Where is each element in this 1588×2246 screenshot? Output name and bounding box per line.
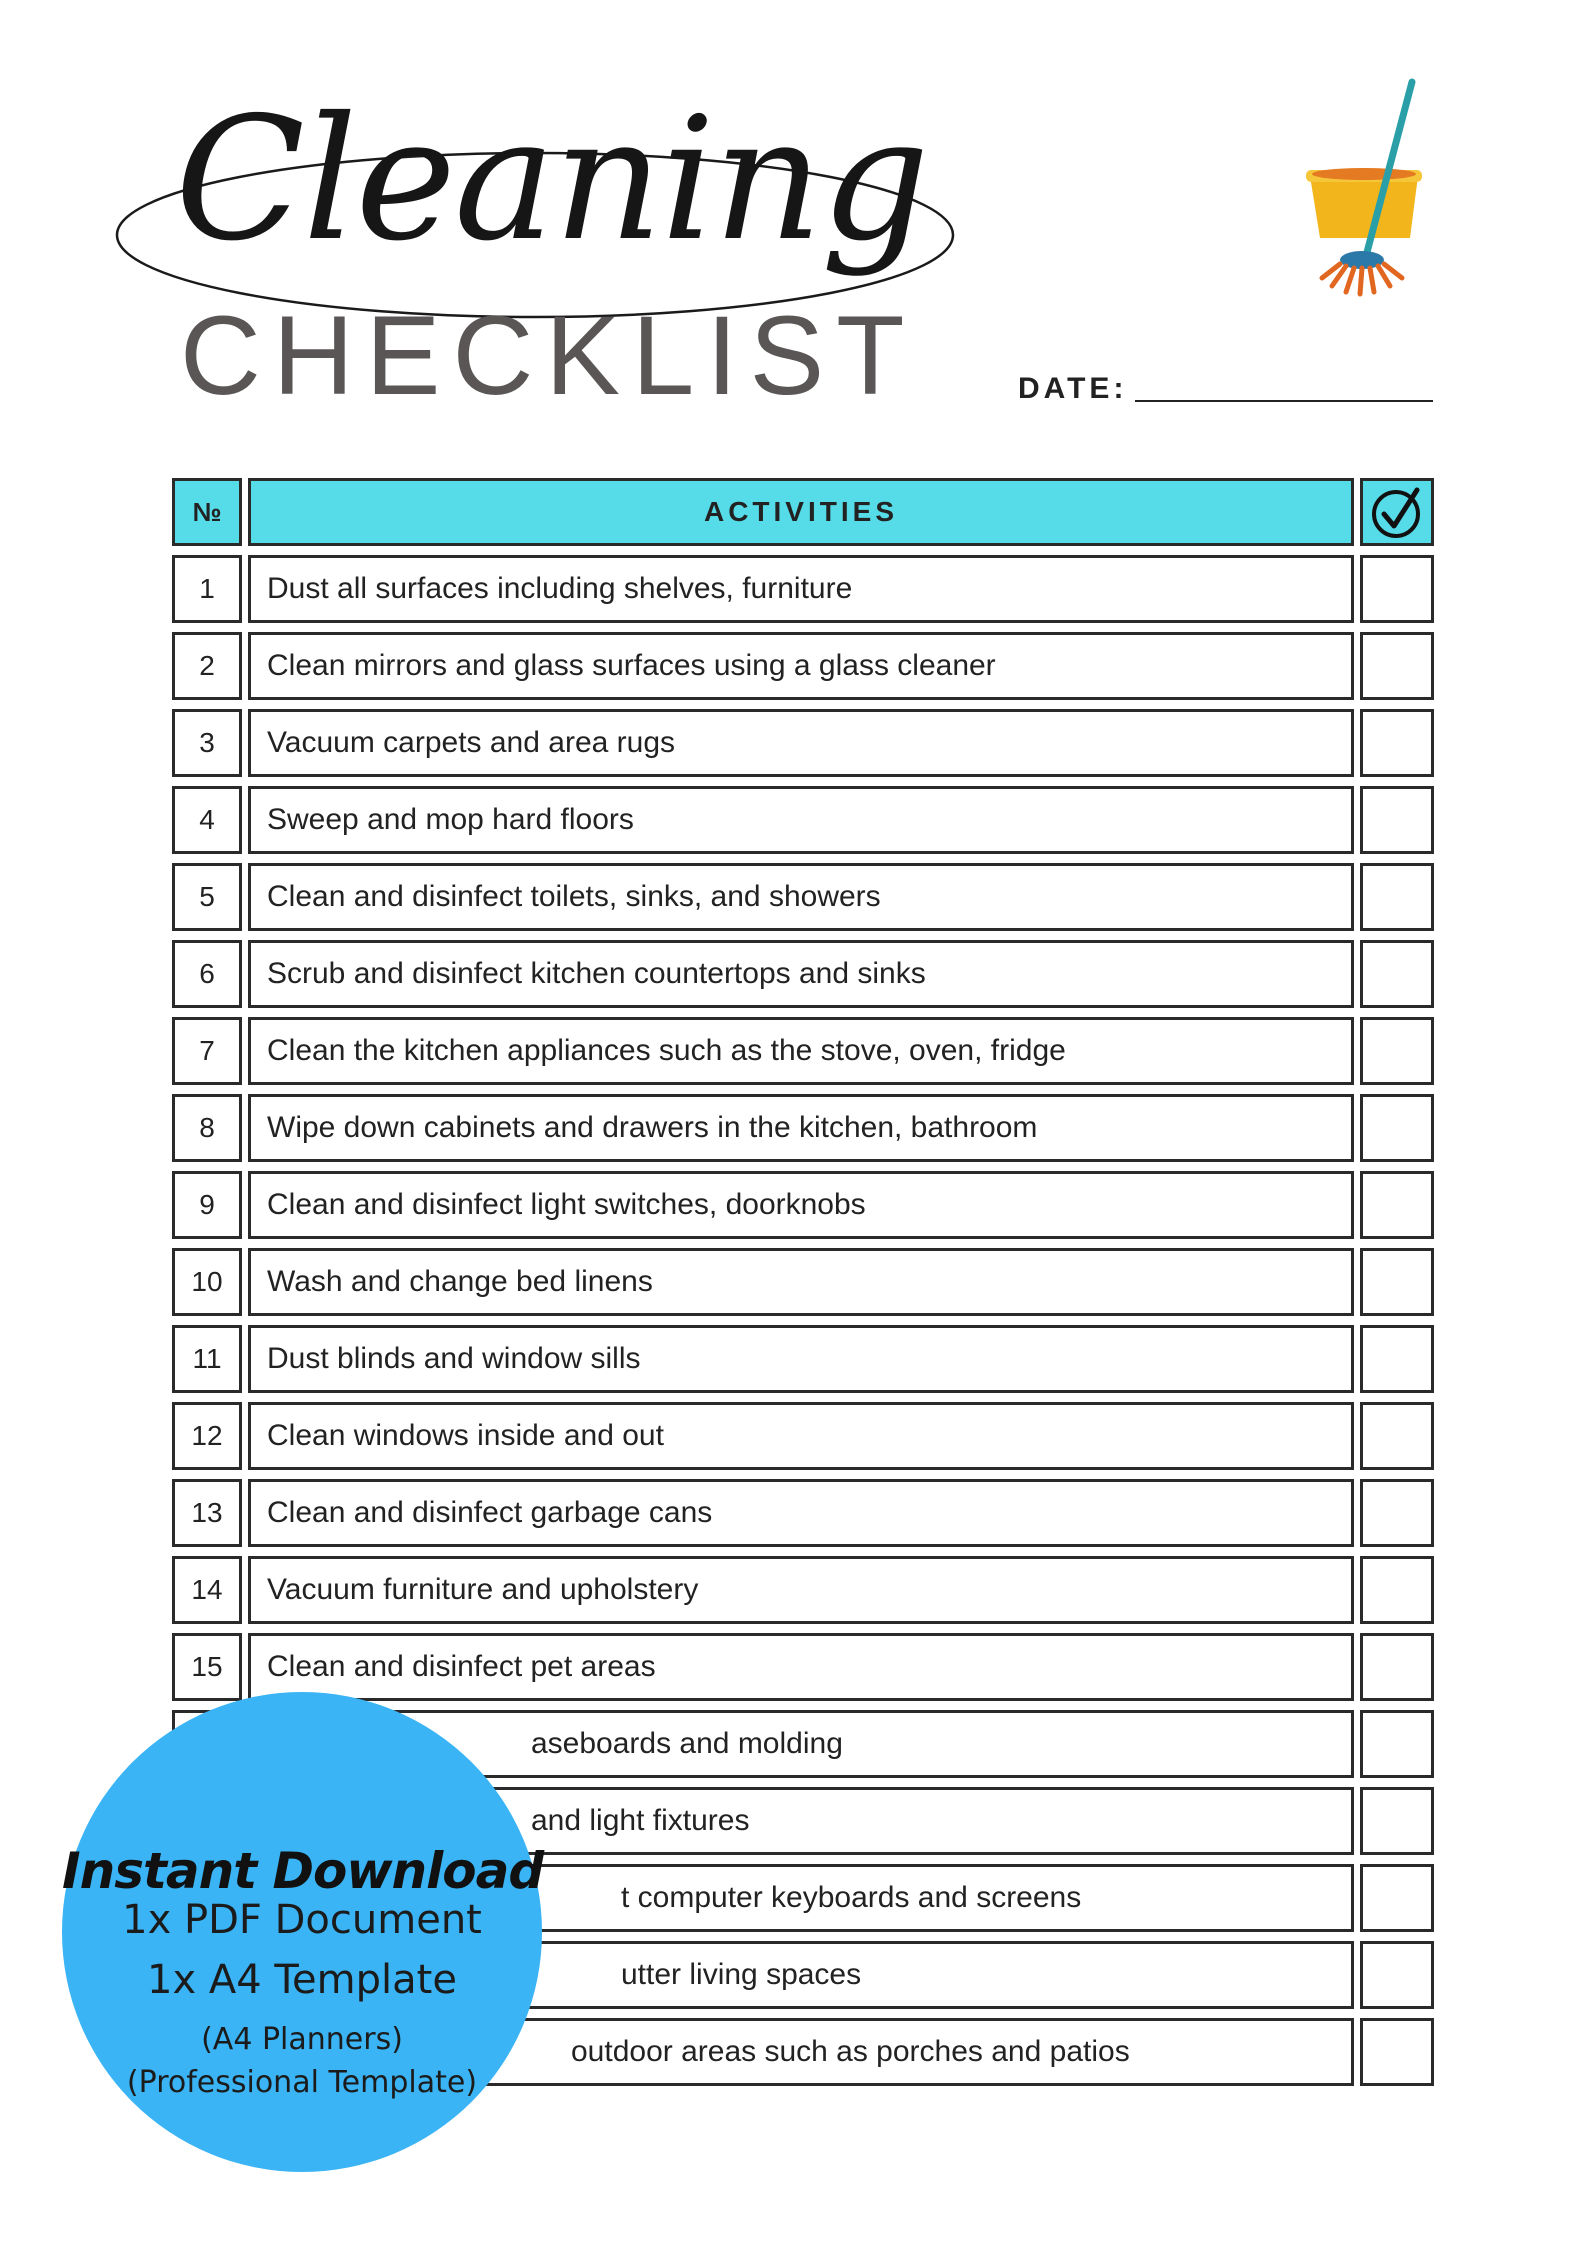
row-checkbox[interactable] — [1360, 632, 1434, 700]
row-checkbox[interactable] — [1360, 863, 1434, 931]
table-row — [172, 940, 1434, 1012]
row-checkbox[interactable] — [1360, 1325, 1434, 1393]
row-activity: Wash and change bed linens — [248, 1248, 1354, 1316]
checkmark-circle-icon — [1369, 484, 1425, 540]
row-checkbox[interactable] — [1360, 1941, 1434, 2009]
row-activity: Scrub and disinfect kitchen countertops and sinks — [248, 940, 1354, 1008]
row-checkbox[interactable] — [1360, 1248, 1434, 1316]
row-checkbox[interactable] — [1360, 555, 1434, 623]
instant-download-badge — [62, 1692, 542, 2172]
row-activity: Wipe down cabinets and drawers in the kitchen, bathroom — [248, 1094, 1354, 1162]
header-number: № — [172, 478, 242, 546]
table-row — [172, 1017, 1434, 1089]
row-checkbox[interactable] — [1360, 1710, 1434, 1778]
row-activity: Clean and disinfect garbage cans — [248, 1479, 1354, 1547]
table-row — [172, 1402, 1434, 1474]
row-activity: Sweep and mop hard floors — [248, 786, 1354, 854]
badge-line-template: 1x A4 Template — [147, 1957, 457, 2003]
row-number: 15 — [172, 1633, 242, 1701]
title-checklist: CHECKLIST — [180, 293, 917, 418]
row-number: 9 — [172, 1171, 242, 1239]
date-label: DATE: — [1018, 372, 1128, 405]
table-row — [172, 1633, 1434, 1705]
row-activity: Clean and disinfect light switches, doorknobs — [248, 1171, 1354, 1239]
row-number: 6 — [172, 940, 242, 1008]
title-script: Cleaning — [175, 81, 928, 279]
row-checkbox[interactable] — [1360, 1479, 1434, 1547]
row-number: 2 — [172, 632, 242, 700]
row-checkbox[interactable] — [1360, 709, 1434, 777]
row-activity: Clean windows inside and out — [248, 1402, 1354, 1470]
table-row — [172, 1479, 1434, 1551]
row-number: 4 — [172, 786, 242, 854]
row-activity: t computer keyboards and screens — [248, 1864, 1354, 1932]
row-number: 5 — [172, 863, 242, 931]
row-activity: Vacuum carpets and area rugs — [248, 709, 1354, 777]
row-checkbox[interactable] — [1360, 1094, 1434, 1162]
row-checkbox[interactable] — [1360, 1556, 1434, 1624]
badge-line-pdf: 1x PDF Document — [122, 1897, 482, 1943]
header-activities: ACTIVITIES — [248, 478, 1354, 546]
table-row — [172, 632, 1434, 704]
table-header-row — [172, 478, 1434, 550]
table-row — [172, 709, 1434, 781]
row-activity: Clean and disinfect pet areas — [248, 1633, 1354, 1701]
row-checkbox[interactable] — [1360, 1402, 1434, 1470]
table-row — [172, 1325, 1434, 1397]
row-number: 10 — [172, 1248, 242, 1316]
row-activity: outdoor areas such as porches and patios — [248, 2018, 1354, 2086]
row-number: 14 — [172, 1556, 242, 1624]
badge-line-planners: (A4 Planners) — [201, 2022, 403, 2057]
row-number: 7 — [172, 1017, 242, 1085]
badge-title: Instant Download — [62, 1842, 544, 1900]
row-number: 13 — [172, 1479, 242, 1547]
row-activity: Clean and disinfect toilets, sinks, and showers — [248, 863, 1354, 931]
table-row — [172, 1556, 1434, 1628]
table-row — [172, 1171, 1434, 1243]
row-number: 11 — [172, 1325, 242, 1393]
row-activity: aseboards and molding — [248, 1710, 1354, 1778]
row-activity: Dust all surfaces including shelves, furniture — [248, 555, 1354, 623]
mop-bucket-icon — [1300, 78, 1440, 298]
row-checkbox[interactable] — [1360, 2018, 1434, 2086]
table-row — [172, 555, 1434, 627]
row-checkbox[interactable] — [1360, 786, 1434, 854]
row-activity: Clean mirrors and glass surfaces using a glass cleaner — [248, 632, 1354, 700]
row-checkbox[interactable] — [1360, 1787, 1434, 1855]
row-activity: and light fixtures — [248, 1787, 1354, 1855]
row-checkbox[interactable] — [1360, 1633, 1434, 1701]
row-activity: utter living spaces — [248, 1941, 1354, 2009]
row-number: 3 — [172, 709, 242, 777]
row-checkbox[interactable] — [1360, 1017, 1434, 1085]
row-number: 1 — [172, 555, 242, 623]
row-number: 12 — [172, 1402, 242, 1470]
table-row — [172, 786, 1434, 858]
table-row — [172, 863, 1434, 935]
row-activity: Clean the kitchen appliances such as the stove, oven, fridge — [248, 1017, 1354, 1085]
row-checkbox[interactable] — [1360, 940, 1434, 1008]
badge-line-professional: (Professional Template) — [126, 2065, 478, 2100]
table-row — [172, 1094, 1434, 1166]
date-field-line[interactable] — [1135, 400, 1433, 402]
header-check — [1360, 478, 1434, 546]
row-checkbox[interactable] — [1360, 1864, 1434, 1932]
row-activity: Vacuum furniture and upholstery — [248, 1556, 1354, 1624]
row-checkbox[interactable] — [1360, 1171, 1434, 1239]
row-number: 8 — [172, 1094, 242, 1162]
row-activity: Dust blinds and window sills — [248, 1325, 1354, 1393]
table-row — [172, 1248, 1434, 1320]
